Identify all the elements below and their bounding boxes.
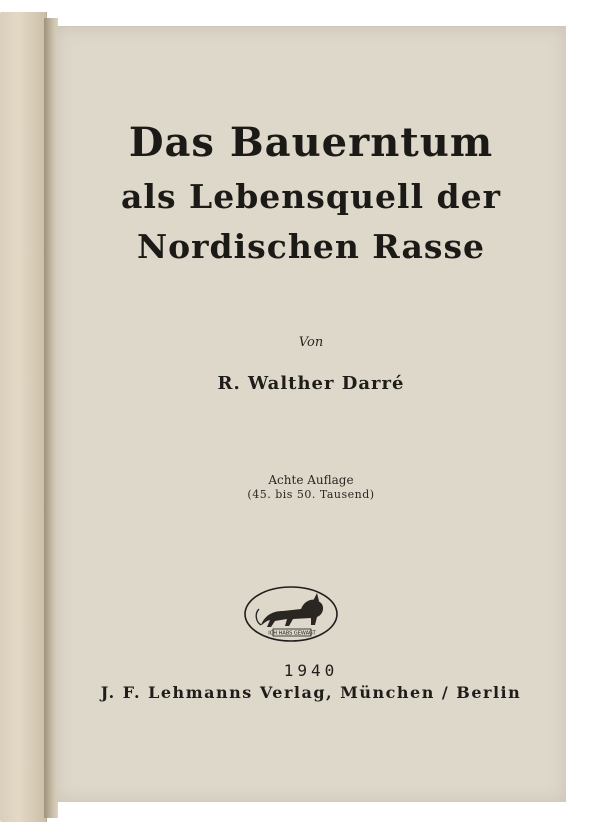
title-line-3: Nordischen Rasse [136, 227, 486, 266]
publication-year: 1940 [283, 661, 339, 680]
author-name: R. Walther Darré [217, 373, 405, 394]
edition-label: Achte Auflage [268, 473, 354, 487]
lion-seal-icon [243, 585, 339, 643]
byline-von: Von [298, 335, 324, 350]
title-line-2: als Lebensquell der [121, 177, 501, 216]
printing-range: (45. bis 50. Tausend) [247, 488, 375, 501]
left-page-edge [0, 12, 47, 822]
title-line-1: Das Bauerntum [128, 119, 494, 166]
publisher-line: J. F. Lehmanns Verlag, München / Berlin [100, 683, 522, 702]
title-page [56, 26, 566, 802]
emblem-motto: ICH HABS GEWAGT [268, 630, 316, 637]
